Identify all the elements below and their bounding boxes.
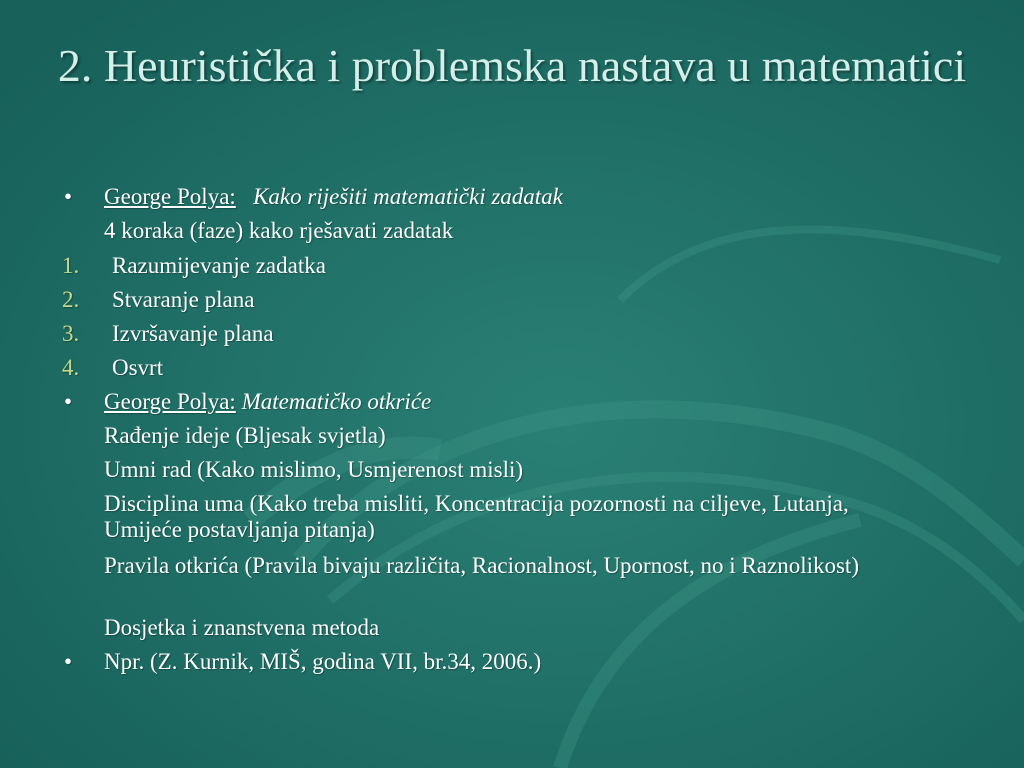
sub-text: Dosjetka i znanstvena metoda: [104, 615, 380, 640]
item-text: Razumijevanje zadatka: [112, 253, 326, 278]
reference-text: Npr. (Z. Kurnik, MIŠ, godina VII, br.34, 2006.): [104, 649, 542, 674]
numbered-item: [62, 355, 932, 381]
bullet-marker: •: [64, 649, 73, 674]
item-text: Osvrt: [112, 355, 164, 380]
author-name: George Polya:: [104, 389, 236, 414]
sub-text: 4 koraka (faze) kako rješavati zadatak: [104, 218, 454, 243]
numbered-item: [62, 253, 932, 279]
numbered-item: [62, 287, 932, 313]
bullet-marker: •: [64, 389, 73, 414]
bullet-item-polya-2: [64, 389, 924, 415]
numbered-item: [62, 321, 932, 347]
bullet-marker: •: [64, 184, 73, 209]
book-title: Kako riješiti matematički zadatak: [253, 184, 563, 209]
slide-title: 2. Heuristička i problemska nastava u matematici: [57, 40, 967, 91]
bullet-item-reference: [64, 649, 924, 675]
item-number: 2.: [62, 287, 80, 312]
book-title: Matematičko otkriće: [241, 389, 432, 414]
sub-text: Rađenje ideje (Bljesak svjetla): [104, 423, 386, 448]
sub-text: Umni rad (Kako mislimo, Usmjerenost misli): [104, 457, 524, 482]
bullet-item-polya-1: [64, 184, 924, 210]
sub-text: Disciplina uma (Kako treba misliti, Koncentracija pozornosti na ciljeve, Lutanja, Umijeće postavljanja pitanja): [104, 491, 849, 542]
item-number: 3.: [62, 321, 80, 346]
item-text: Stvaranje plana: [112, 287, 255, 312]
item-text: Izvršavanje plana: [112, 321, 274, 346]
sub-text: Pravila otkrića (Pravila bivaju različita, Racionalnost, Upornost, no i Raznolikost): [104, 553, 859, 578]
author-name: George Polya:: [104, 184, 236, 209]
item-number: 1.: [62, 253, 80, 278]
item-number: 4.: [62, 355, 80, 380]
